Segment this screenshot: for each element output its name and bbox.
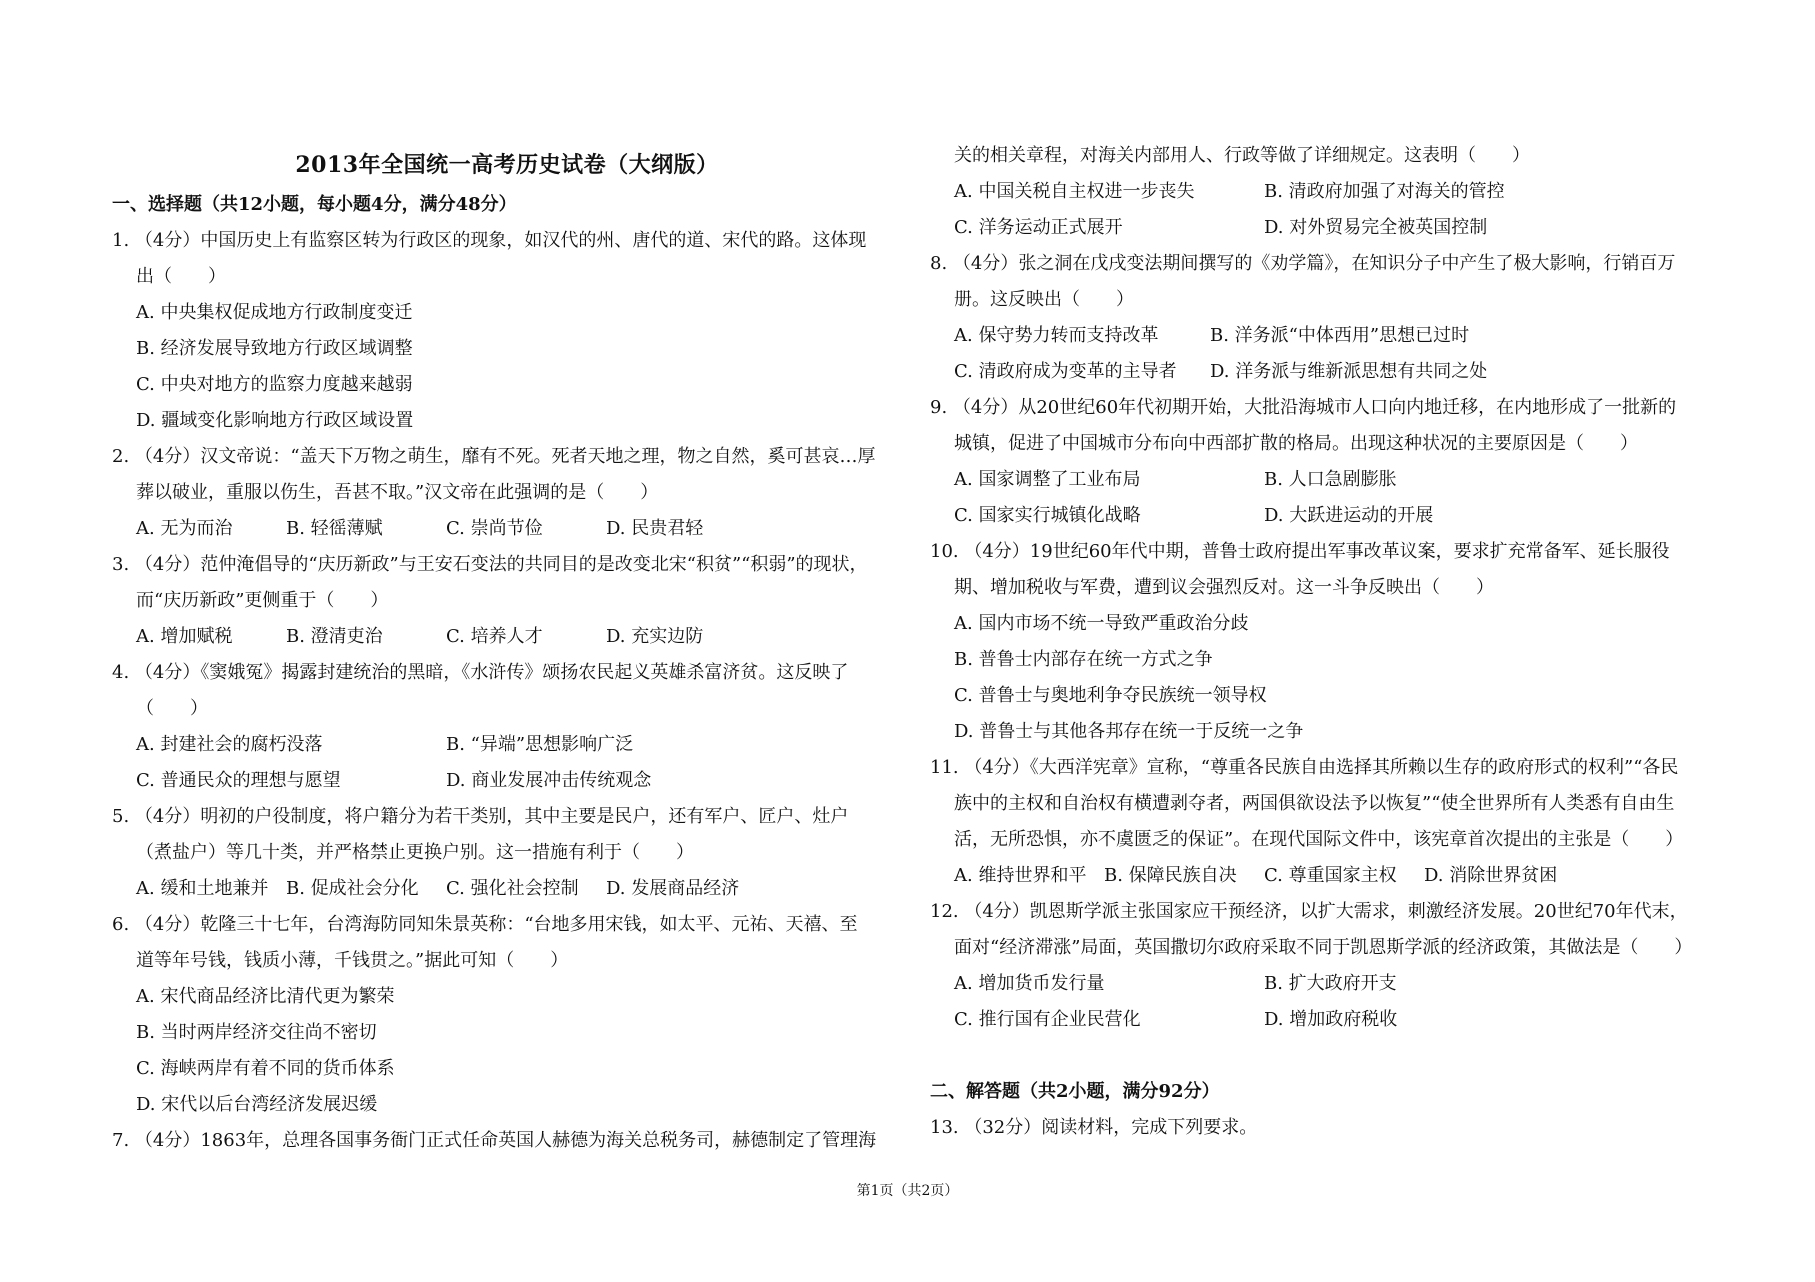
question-5-option-d: D. 发展商品经济 <box>606 878 740 899</box>
question-7-text-cont: 关的相关章程，对海关内部用人、行政等做了详细规定。这表明（ ） <box>954 145 1530 166</box>
question-5-text: 5. （4分）明初的户役制度，将户籍分为若干类别，其中主要是民户，还有军户、匠户、灶户 <box>112 806 849 827</box>
question-12-text-cont: 面对“经济滞涨”局面，英国撒切尔政府采取不同于凯恩斯学派的经济政策，其做法是（ ） <box>954 937 1693 958</box>
question-4-option-d: D. 商业发展冲击传统观念 <box>446 770 652 791</box>
question-6-option-c: C. 海峡两岸有着不同的货币体系 <box>136 1058 395 1079</box>
question-9-option-a: A. 国家调整了工业布局 <box>954 469 1141 490</box>
question-5-text-cont: （煮盐户）等几十类，并严格禁止更换户别。这一措施有利于（ ） <box>136 842 694 863</box>
question-8-option-b: B. 洋务派“中体西用”思想已过时 <box>1210 325 1470 346</box>
page-title: 2013年全国统一高考历史试卷（大纲版） <box>295 152 719 178</box>
question-10-option-d: D. 普鲁士与其他各邦存在统一于反统一之争 <box>954 721 1304 742</box>
question-10-text-cont: 期、增加税收与军费，遭到议会强烈反对。这一斗争反映出（ ） <box>954 577 1494 598</box>
question-2-option-b: B. 轻徭薄赋 <box>286 518 383 539</box>
question-4-option-b: B. “异端”思想影响广泛 <box>446 734 634 755</box>
question-11-option-a: A. 维持世界和平 <box>954 865 1087 886</box>
question-9-text-cont: 城镇，促进了中国城市分布向中西部扩散的格局。出现这种状况的主要原因是（ ） <box>954 433 1638 454</box>
question-9-option-d: D. 大跃进运动的开展 <box>1264 505 1434 526</box>
question-4-text-cont: （ ） <box>136 698 208 719</box>
question-3-option-d: D. 充实边防 <box>606 626 704 647</box>
question-7-option-a: A. 中国关税自主权进一步丧失 <box>954 181 1195 202</box>
section-heading-answer: 二、解答题（共2小题，满分92分） <box>930 1081 1220 1102</box>
question-10-option-a: A. 国内市场不统一导致严重政治分歧 <box>954 613 1249 634</box>
question-1-text: 1. （4分）中国历史上有监察区转为行政区的现象，如汉代的州、唐代的道、宋代的路。这体现 <box>112 230 867 251</box>
question-10-option-c: C. 普鲁士与奥地利争夺民族统一领导权 <box>954 685 1267 706</box>
question-7-option-d: D. 对外贸易完全被英国控制 <box>1264 217 1488 238</box>
question-8-option-a: A. 保守势力转而支持改革 <box>954 325 1159 346</box>
page-footer: 第1页（共2页） <box>856 1183 959 1199</box>
question-12-option-b: B. 扩大政府开支 <box>1264 973 1397 994</box>
question-5-option-a: A. 缓和土地兼并 <box>136 878 269 899</box>
question-10-option-b: B. 普鲁士内部存在统一方式之争 <box>954 649 1213 670</box>
question-6-option-a: A. 宋代商品经济比清代更为繁荣 <box>136 986 395 1007</box>
question-1-option-c: C. 中央对地方的监察力度越来越弱 <box>136 374 413 395</box>
question-9-option-c: C. 国家实行城镇化战略 <box>954 505 1141 526</box>
question-5-option-c: C. 强化社会控制 <box>446 878 579 899</box>
question-1-option-d: D. 疆域变化影响地方行政区域设置 <box>136 410 414 431</box>
question-8-text-cont: 册。这反映出（ ） <box>954 289 1134 310</box>
question-6-option-b: B. 当时两岸经济交往尚不密切 <box>136 1022 377 1043</box>
question-12-option-a: A. 增加货币发行量 <box>954 973 1105 994</box>
question-6-option-d: D. 宋代以后台湾经济发展迟缓 <box>136 1094 378 1115</box>
question-7-text: 7. （4分）1863年，总理各国事务衙门正式任命英国人赫德为海关总税务司，赫德制定了管理海 <box>112 1130 877 1151</box>
question-3-option-b: B. 澄清吏治 <box>286 626 383 647</box>
question-1-option-b: B. 经济发展导致地方行政区域调整 <box>136 338 413 359</box>
question-5-option-b: B. 促成社会分化 <box>286 878 419 899</box>
question-7-option-b: B. 清政府加强了对海关的管控 <box>1264 181 1505 202</box>
question-1-option-a: A. 中央集权促成地方行政制度变迁 <box>136 302 413 323</box>
question-6-text-cont: 道等年号钱，钱质小薄，千钱贯之。”据此可知（ ） <box>136 950 569 971</box>
question-11-option-c: C. 尊重国家主权 <box>1264 865 1397 886</box>
question-2-option-c: C. 崇尚节俭 <box>446 518 543 539</box>
question-3-option-a: A. 增加赋税 <box>136 626 233 647</box>
question-9-option-b: B. 人口急剧膨胀 <box>1264 469 1397 490</box>
question-12-text: 12. （4分）凯恩斯学派主张国家应干预经济，以扩大需求，刺激经济发展。20世纪70年代末， <box>930 901 1688 922</box>
question-12-option-c: C. 推行国有企业民营化 <box>954 1009 1141 1030</box>
question-11-text-cont2: 活，无所恐惧，亦不虞匮乏的保证”。在现代国际文件中，该宪章首次提出的主张是（ ） <box>954 829 1684 850</box>
question-1-text-cont: 出（ ） <box>136 266 226 287</box>
question-13-text: 13. （32分）阅读材料，完成下列要求。 <box>930 1117 1258 1138</box>
question-3-text: 3. （4分）范仲淹倡导的“庆历新政”与王安石变法的共同目的是改变北宋“积贫”“积弱”的现状， <box>112 554 868 575</box>
question-8-option-d: D. 洋务派与维新派思想有共同之处 <box>1210 361 1488 382</box>
question-10-text: 10. （4分）19世纪60年代中期，普鲁士政府提出军事改革议案，要求扩充常备军、延长服役 <box>930 541 1670 562</box>
question-3-text-cont: 而“庆历新政”更侧重于（ ） <box>136 590 389 611</box>
question-7-option-c: C. 洋务运动正式展开 <box>954 217 1123 238</box>
question-2-text-cont: 葬以破业，重服以伤生，吾甚不取。”汉文帝在此强调的是（ ） <box>136 482 659 503</box>
question-8-option-c: C. 清政府成为变革的主导者 <box>954 361 1177 382</box>
question-4-option-c: C. 普通民众的理想与愿望 <box>136 770 341 791</box>
question-9-text: 9. （4分）从20世纪60年代初期开始，大批沿海城市人口向内地迁移，在内地形成了一批新的 <box>930 397 1677 418</box>
question-2-text: 2. （4分）汉文帝说：“盖天下万物之萌生，靡有不死。死者天地之理，物之自然，奚可甚哀…厚 <box>112 446 876 467</box>
question-6-text: 6. （4分）乾隆三十七年，台湾海防同知朱景英称：“台地多用宋钱，如太平、元祐、天禧、至 <box>112 914 858 935</box>
question-11-option-b: B. 保障民族自决 <box>1104 865 1237 886</box>
question-11-text-cont: 族中的主权和自治权有横遭剥夺者，两国俱欲设法予以恢复”“使全世界所有人类悉有自由生 <box>954 793 1675 814</box>
question-11-option-d: D. 消除世界贫困 <box>1424 865 1558 886</box>
question-3-option-c: C. 培养人才 <box>446 626 543 647</box>
question-4-option-a: A. 封建社会的腐朽没落 <box>136 734 323 755</box>
question-12-option-d: D. 增加政府税收 <box>1264 1009 1398 1030</box>
question-2-option-d: D. 民贵君轻 <box>606 518 704 539</box>
question-11-text: 11. （4分）《大西洋宪章》宣称，“尊重各民族自由选择其所赖以生存的政府形式的权利”“各民 <box>930 757 1679 778</box>
question-2-option-a: A. 无为而治 <box>136 518 233 539</box>
question-8-text: 8. （4分）张之洞在戊戌变法期间撰写的《劝学篇》，在知识分子中产生了极大影响，行销百万 <box>930 253 1676 274</box>
section-heading-choice: 一、选择题（共12小题，每小题4分，满分48分） <box>112 194 517 215</box>
question-4-text: 4. （4分）《窦娥冤》揭露封建统治的黑暗，《水浒传》颂扬农民起义英雄杀富济贫。这反映了 <box>112 662 849 683</box>
